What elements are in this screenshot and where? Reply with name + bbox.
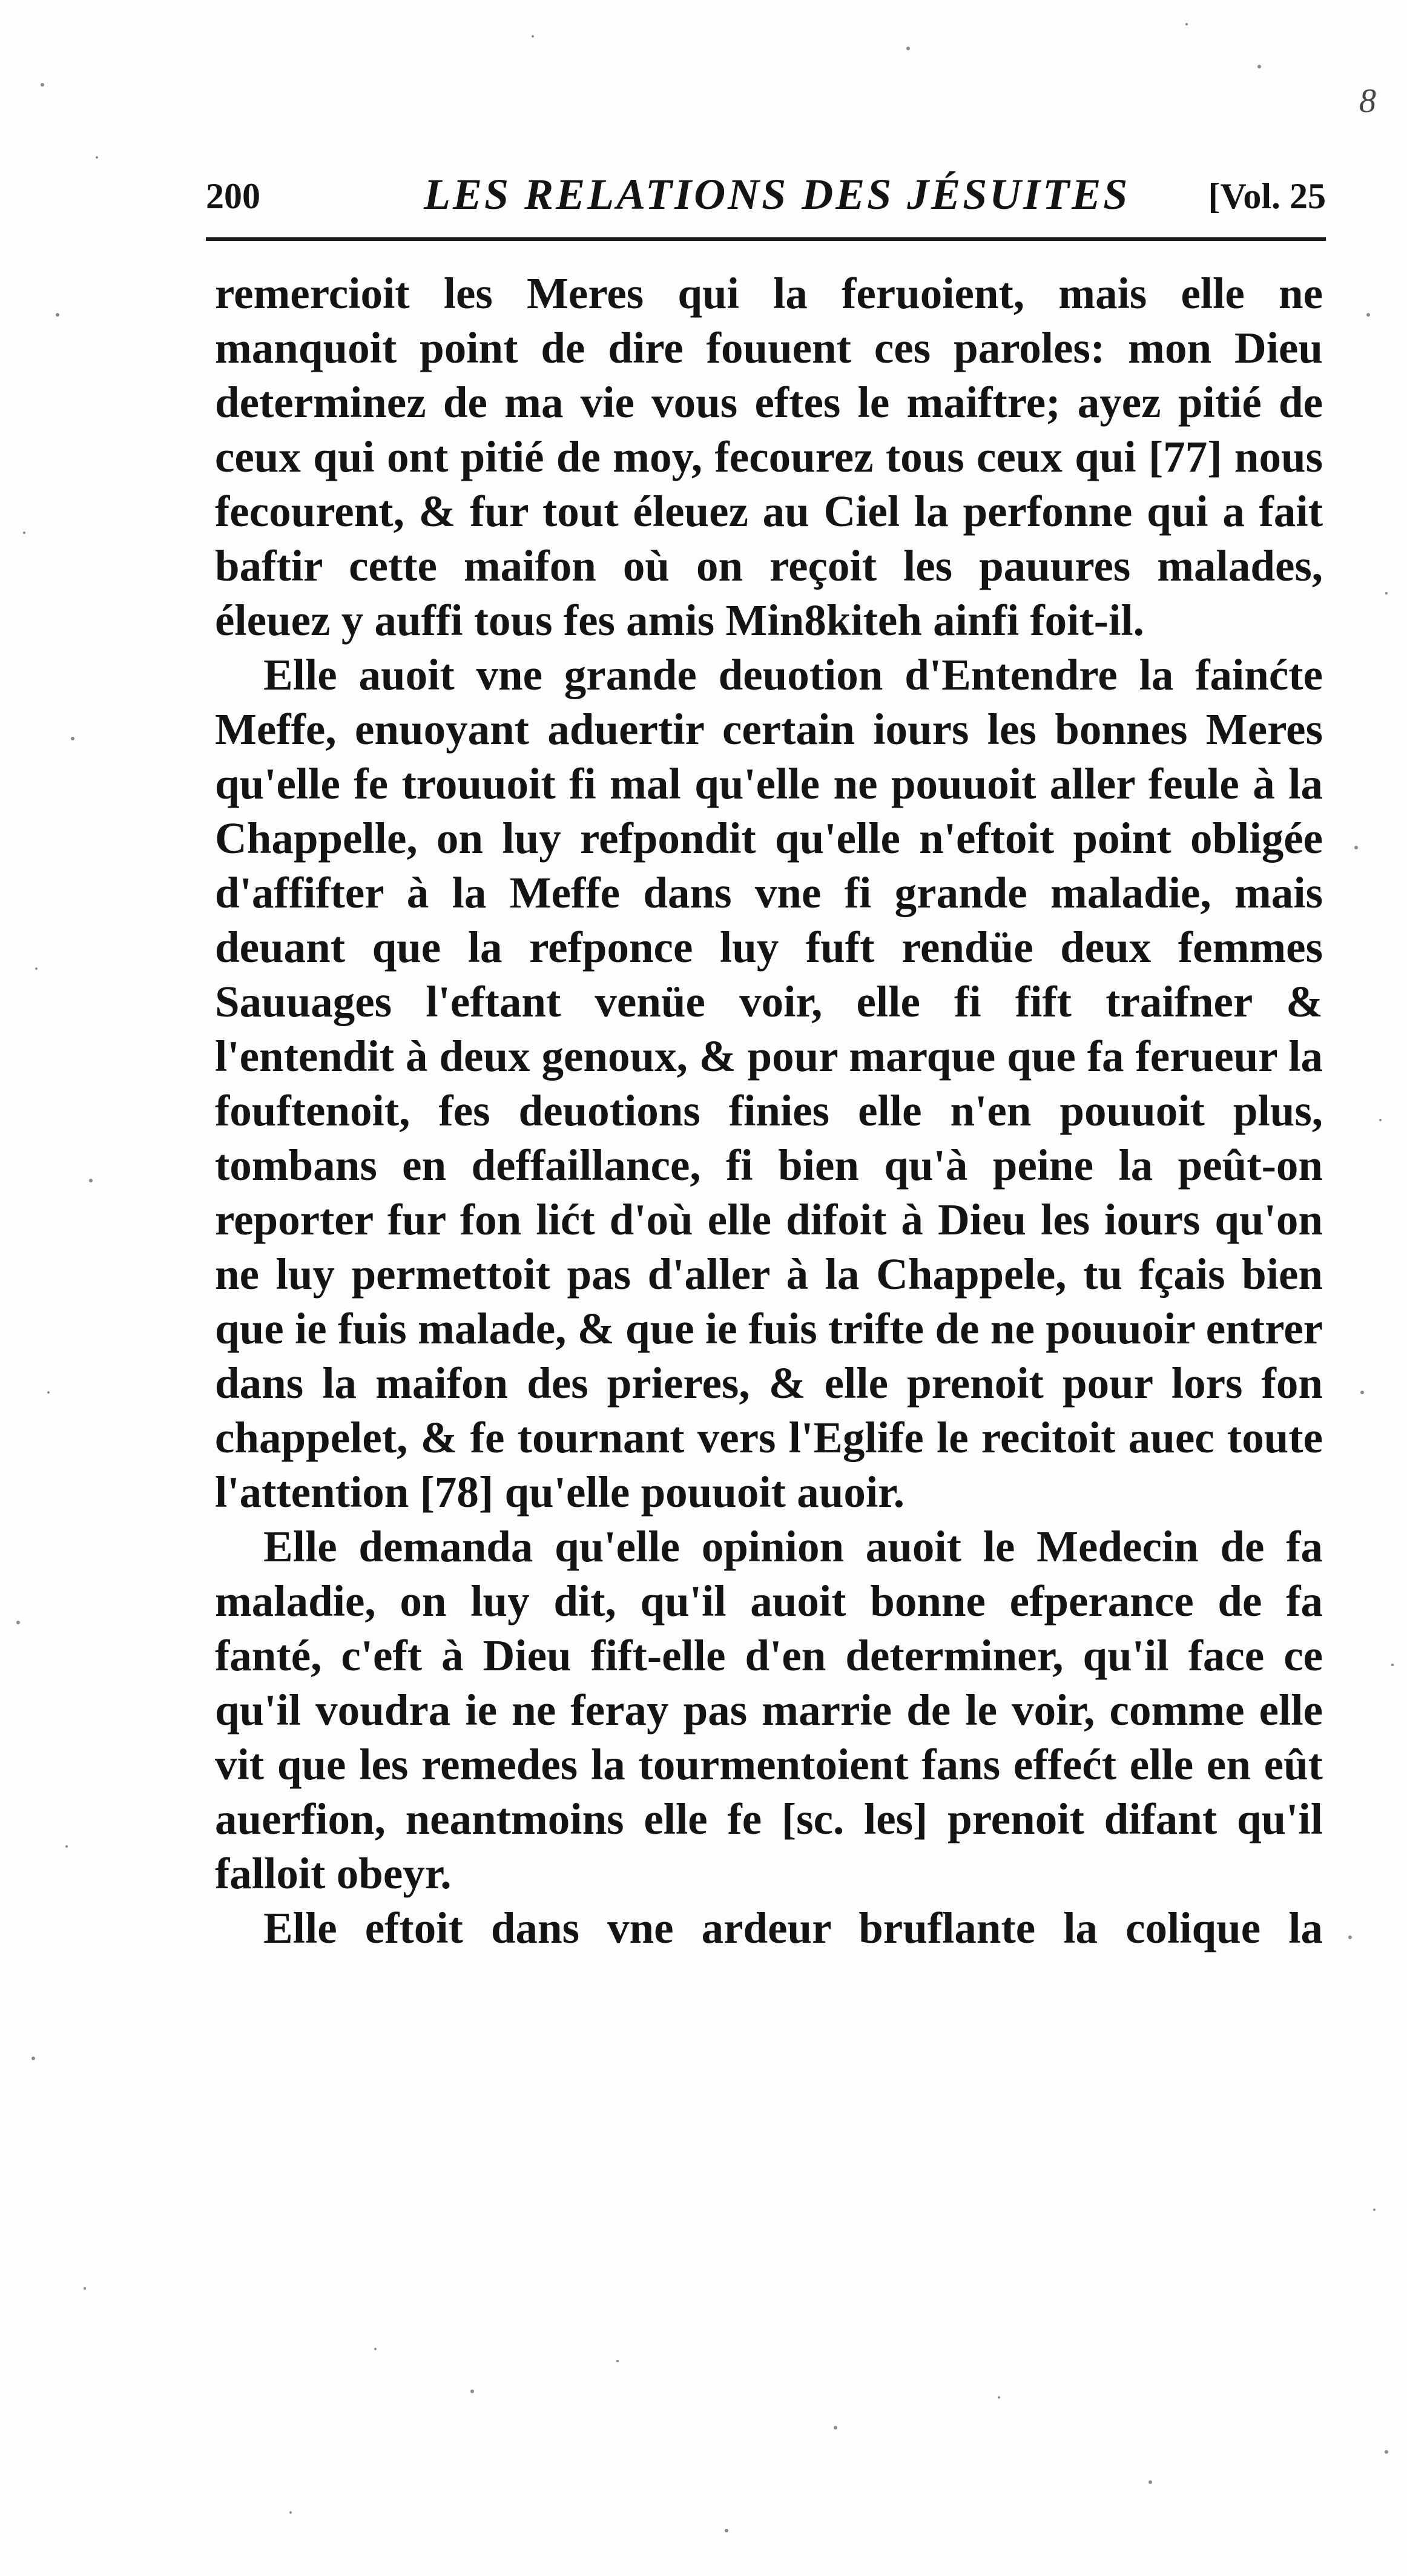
corner-mark: 8 xyxy=(1359,82,1376,120)
paragraph-3: Elle demanda qu'elle opinion auoit le Medecin de fa maladie, on luy dit, qu'il auoit bonne efperance de fa fanté, c'eft à Dieu fift-elle d'en determiner, qu'il face ce qu'il voudra ie ne feray pas marrie de le voir, comme elle vit que les remedes la tourmentoient fans effećt elle en eût auerfion, neantmoins elle fe [sc. les] prenoit difant qu'il falloit obeyr. xyxy=(215,1522,1323,1898)
running-head: LES RELATIONS DES JÉSUITES xyxy=(424,170,1130,219)
page-number: 200 xyxy=(206,176,260,216)
text-body xyxy=(215,266,1323,1955)
header-rule xyxy=(206,237,1326,241)
volume-reference: [Vol. 25 xyxy=(1208,176,1326,216)
page-header xyxy=(206,170,1326,242)
paragraph-1: remercioit les Meres qui la feruoient, mais elle ne manquoit point de dire fouuent ces paroles: mon Dieu determinez de ma vie vous eftes le maiftre; ayez pitié de ceux qui ont pitié de moy, fecourez tous ceux qui [77] nous fecourent, & fur tout éleuez au Ciel la perfonne qui a fait baftir cette maifon où on reçoit les pauures malades, éleuez y auffi tous fes amis Min8kiteh ainfi foit-il. xyxy=(215,269,1323,645)
paragraph-4: Elle eftoit dans vne ardeur bruflante la colique la xyxy=(263,1903,1323,1952)
paragraph-2: Elle auoit vne grande deuotion d'Entendre la fainćte Meffe, enuoyant aduertir certain iours les bonnes Meres qu'elle fe trouuoit fi mal qu'elle ne pouuoit aller feule à la Chappelle, on luy refpondit qu'elle n'eftoit point obligée d'affifter à la Meffe dans vne fi grande maladie, mais deuant que la refponce luy fuft rendüe deux femmes Sauuages l'eftant venüe voir, elle fi fift traifner & l'entendit à deux genoux, & pour marque que fa ferueur la fouftenoit, fes deuotions finies elle n'en pouuoit plus, tombans en deffaillance, fi bien qu'à peine la peût-on reporter fur fon lićt d'où elle difoit à Dieu les iours qu'on ne luy permettoit pas d'aller à la Chappele, tu fçais bien que ie fuis malade, & que ie fuis trifte de ne pouuoir entrer dans la maifon des prieres, & elle prenoit pour lors fon chappelet, & fe tournant vers l'Eglife le recitoit auec toute l'attention [78] qu'elle pouuoit auoir. xyxy=(215,650,1323,1517)
